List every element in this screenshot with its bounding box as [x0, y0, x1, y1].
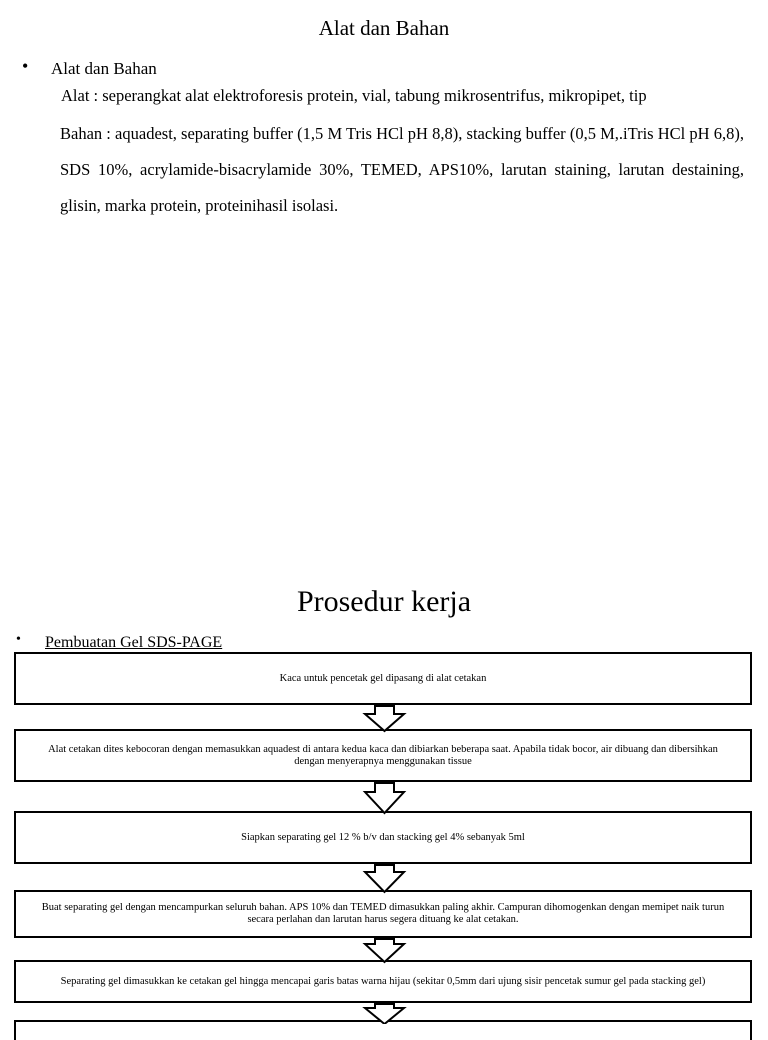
alat-paragraph: Alat : seperangkat alat elektroforesis protein, vial, tabung mikrosentrifus, mikropipet, tip [61, 86, 647, 105]
flow-step-1: Kaca untuk pencetak gel dipasang di alat cetakan [14, 652, 752, 705]
down-arrow-icon [365, 783, 404, 813]
flow-step-5: Separating gel dimasukkan ke cetakan gel hingga mencapai garis batas warna hijau (sekitar 0,5mm dari ujung sisir pencetak sumur gel pada stacking gel) [14, 960, 752, 1003]
down-arrow-icon [365, 865, 404, 892]
flow-step-3: Siapkan separating gel 12 % b/v dan stacking gel 4% sebanyak 5ml [14, 811, 752, 864]
down-arrow-icon [365, 939, 404, 962]
bullet-icon: • [16, 632, 21, 647]
procedure-title: Prosedur kerja [296, 585, 472, 618]
down-arrow-icon [365, 1004, 404, 1024]
bullet-icon: • [22, 56, 29, 76]
flow-step-2: Alat cetakan dites kebocoran dengan memasukkan aquadest di antara kedua kaca dan dibiarkan beberapa saat. Apabila tidak bocor, air dibuang dan dibersihkan dengan menyerapnya menggunakan tissue [14, 729, 752, 782]
down-arrow-icon [365, 706, 404, 731]
flow-step-4: Buat separating gel dengan mencampurkan seluruh bahan. APS 10% dan TEMED dimasukkan paling akhir. Campuran dihomogenkan dengan memipet naik turun secara perlahan dan larutan harus segera dituang ke alat cetakan. [14, 890, 752, 938]
bahan-paragraph: Bahan : aquadest, separating buffer (1,5 M Tris HCl pH 8,8), stacking buffer (0,5 M,.iTris HCl pH 6,8), SDS 10%, acrylamide-bisacrylamide 30%, TEMED, APS10%, larutan staining, larutan destaining, glisin, marka protein, proteinihasil isolasi. [60, 124, 744, 215]
procedure-bullet-label: Pembuatan Gel SDS-PAGE [45, 634, 223, 651]
slide-title: Alat dan Bahan [318, 16, 450, 40]
bullet-label: Alat dan Bahan [51, 59, 157, 78]
